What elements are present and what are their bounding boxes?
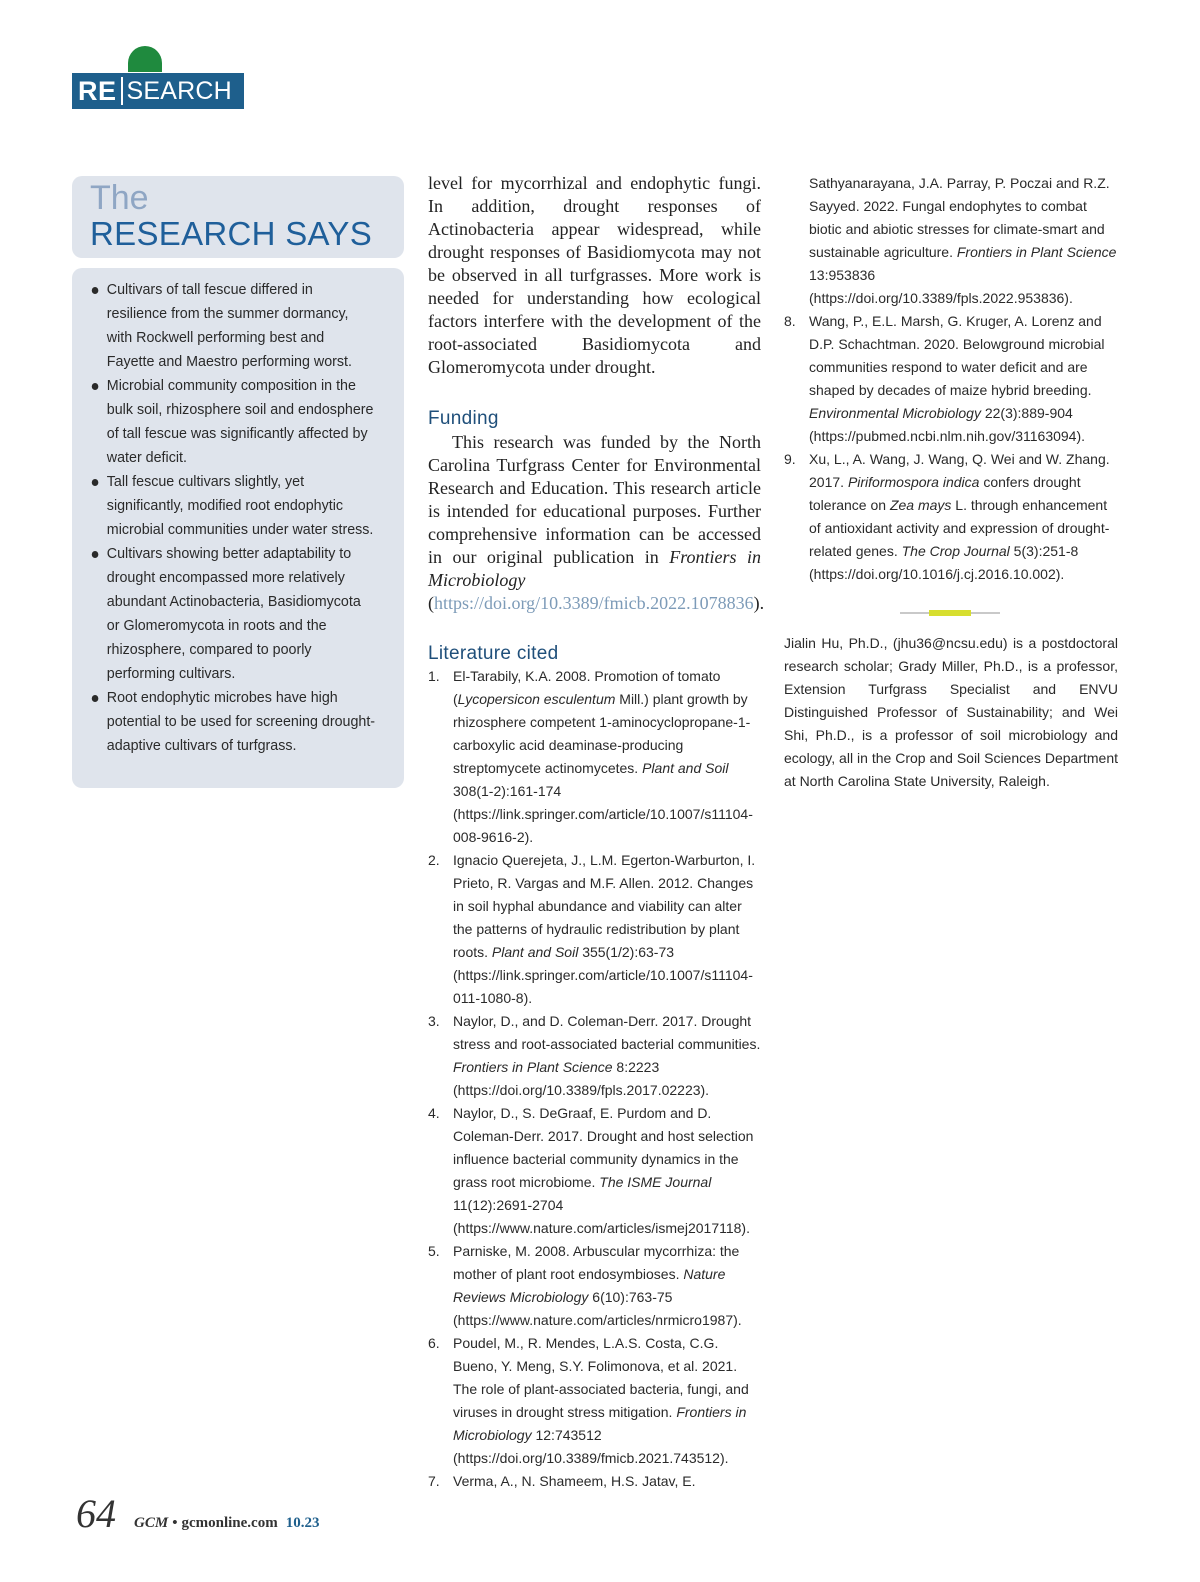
finding-item: Root endophytic microbes have high potential to be used for screening drought-adaptive cultivars of turfgrass. — [88, 686, 376, 758]
reference-list — [428, 665, 761, 1493]
magazine-name: GCM — [134, 1515, 169, 1531]
heading-line1: The — [90, 179, 149, 217]
research-says-box — [72, 268, 404, 788]
section-divider — [900, 612, 1000, 614]
author-bio: Jialin Hu, Ph.D., (jhu36@ncsu.edu) is a postdoctoral research scholar; Grady Miller, Ph.D., is a professor, Extension Turfgrass Specialist and ENVU Distinguished Professor of Sustainability; and Wei Shi, Ph.D., is a professor of soil microbiology and ecology, all in the Crop and Soil Sciences Department at North Carolina State University, Raleigh. — [784, 635, 1118, 789]
finding-item: Cultivars of tall fescue differed in resilience from the summer dormancy, with Rockwell performing best and Fayette and Maestro performing worst. — [88, 278, 376, 374]
reference-item — [428, 1332, 761, 1470]
reference-number: 2. — [428, 852, 440, 868]
page-footer — [76, 1490, 320, 1536]
reference-text: Xu, L., A. Wang, J. Wang, Q. Wei and W. Zhang. 2017. — [809, 451, 1110, 490]
key-findings-list — [88, 278, 394, 758]
reference-text: 8:2223 (https://doi.org/10.3389/fpls.2017.02223). — [453, 1059, 710, 1098]
reference-text: El-Tarabily, K.A. 2008. Promotion of tomato ( — [453, 668, 721, 707]
page-number: 64 — [76, 1491, 116, 1536]
reference-number: 3. — [428, 1013, 440, 1029]
finding-item: Tall fescue cultivars slightly, yet significantly, modified root endophytic microbial communities under water stress. — [88, 470, 376, 542]
reference-item — [428, 1010, 761, 1102]
reference-text: Mill.) plant growth by rhizosphere competent 1-aminocyclopropane-1-carboxylic acid deaminase-producing streptomycete actinomycetes. — [453, 691, 751, 776]
section-logo-re: RE — [78, 75, 117, 106]
reference-number: 9. — [784, 451, 796, 467]
reference-text: Poudel, M., R. Mendes, L.A.S. Costa, C.G. Bueno, Y. Meng, S.Y. Folimonova, et al. 2021. The role of plant-associated bacteria, fungi, and viruses in drought stress mitigation. — [453, 1335, 749, 1420]
reference-text: 355(1/2):63-73 (https://link.springer.com/article/10.1007/s11104-011-1080-8). — [453, 944, 753, 1006]
reference-item — [428, 1240, 761, 1332]
reference-item — [428, 665, 761, 849]
reference-text: Naylor, D., and D. Coleman-Derr. 2017. Drought stress and root-associated bacterial communities. — [453, 1013, 761, 1052]
intro-paragraph: level for mycorrhizal and endophytic fungi. In addition, drought responses of Actinobacteria appear widespread, while drought responses of Basidiomycota may not be observed in all turfgrasses. More work is needed for understanding how ecological factors interfere with the development of the root-associated Basidiomycota and Glomeromycota under drought. — [428, 173, 761, 377]
reference-number: 5. — [428, 1243, 440, 1259]
journal-name: Frontiers in Plant Science — [453, 1059, 613, 1075]
footer-separator: • — [172, 1515, 178, 1531]
reference-item — [428, 1470, 761, 1493]
species-name: Piriformospora indica — [847, 474, 980, 490]
species-name: Zea mays — [889, 497, 952, 513]
journal-name: Nature Reviews Microbiology — [453, 1266, 726, 1305]
section-banner — [72, 73, 244, 109]
reference-continuation — [784, 172, 1120, 310]
finding-item: Cultivars showing better adaptability to drought encompassed more relatively abundant Actinobacteria, Basidiomycota or Glomeromycota in roots and the rhizosphere, compared to poorly performing cultivars. — [88, 542, 376, 686]
reference-text: Sathyanarayana, J.A. Parray, P. Poczai and R.Z. Sayyed. 2022. Fungal endophytes to combat biotic and abiotic stresses for climate-smart and sustainable agriculture. — [809, 175, 1110, 260]
reference-text: 5(3):251-8 (https://doi.org/10.1016/j.cj.2016.10.002). — [809, 543, 1079, 582]
article-column-right — [784, 172, 1120, 586]
journal-name: Frontiers in Plant Science — [956, 244, 1117, 260]
research-says-heading — [72, 176, 404, 258]
literature-heading: Literature cited — [428, 643, 559, 664]
divider-accent — [929, 610, 971, 616]
journal-name: The Crop Journal — [901, 543, 1010, 559]
journal-name: Plant and Soil — [642, 760, 729, 776]
journal-name: Frontiers in Microbiology — [453, 1404, 747, 1443]
reference-number: 4. — [428, 1105, 440, 1121]
species-name: Lycopersicon esculentum — [457, 691, 616, 707]
reference-text: Ignacio Querejeta, J., L.M. Egerton-Warburton, I. Prieto, R. Vargas and M.F. Allen. 2012. Changes in soil hyphal abundance and viability can alter the patterns of hydraulic redistribution by plant roots. — [453, 852, 756, 960]
reference-text: 13:953836 (https://doi.org/10.3389/fpls.2022.953836). — [809, 267, 1073, 306]
reference-text: 308(1-2):161-174 (https://link.springer.com/article/10.1007/s11104-008-9616-2). — [453, 783, 753, 845]
reference-list-continued — [784, 310, 1120, 586]
funding-text: This research was funded by the North Carolina Turfgrass Center for Environmental Research and Education. This research article is intended for educational purposes. Further comprehensive information can be accessed in our original publication in — [428, 432, 761, 567]
heading-line2: RESEARCH SAYS — [90, 215, 373, 252]
funding-close: ). — [753, 593, 765, 613]
funding-open: ( — [428, 593, 434, 613]
reference-text: 22(3):889-904 (https://pubmed.ncbi.nlm.nih.gov/31163094). — [809, 405, 1086, 444]
reference-number: 7. — [428, 1473, 440, 1489]
reference-number: 8. — [784, 313, 796, 329]
reference-item — [428, 849, 761, 1010]
reference-item — [428, 1102, 761, 1240]
publication-link[interactable]: https://doi.org/10.3389/fmicb.2022.1078836 — [434, 593, 754, 613]
reference-text: Parniske, M. 2008. Arbuscular mycorrhiza: the mother of plant root endosymbioses. — [453, 1243, 740, 1282]
issue-date: 10.23 — [285, 1515, 320, 1531]
reference-item — [784, 448, 1120, 586]
section-logo-divider — [121, 77, 123, 105]
funding-journal: Frontiers in Microbiology — [428, 547, 762, 590]
leaf-icon — [128, 46, 162, 72]
website-link[interactable]: gcmonline.com — [181, 1515, 278, 1531]
section-logo-search: SEARCH — [126, 76, 232, 105]
journal-name: Plant and Soil — [491, 944, 579, 960]
finding-item: Microbial community composition in the bulk soil, rhizosphere soil and endosphere of tall fescue was significantly affected by water deficit. — [88, 374, 376, 470]
funding-paragraph — [428, 431, 765, 615]
journal-name: The ISME Journal — [599, 1174, 712, 1190]
reference-text: confers drought tolerance on — [809, 474, 1081, 513]
section-logo — [72, 46, 246, 112]
reference-text: 6(10):763-75 (https://www.nature.com/articles/nrmicro1987). — [453, 1289, 742, 1328]
reference-text: Naylor, D., S. DeGraaf, E. Purdom and D. Coleman-Derr. 2017. Drought and host selection influence bacterial community dynamics in the grass root microbiome. — [453, 1105, 754, 1190]
reference-text: Verma, A., N. Shameem, H.S. Jatav, E. — [453, 1473, 696, 1489]
journal-name: Environmental Microbiology — [809, 405, 981, 421]
reference-text: L. through enhancement of antioxidant activity and expression of drought-related genes. — [809, 497, 1110, 559]
reference-item — [784, 310, 1120, 448]
article-column-middle — [428, 172, 765, 1493]
reference-text: 11(12):2691-2704 (https://www.nature.com/articles/ismej2017118). — [453, 1197, 750, 1236]
reference-number: 1. — [428, 668, 440, 684]
reference-number: 6. — [428, 1335, 440, 1351]
reference-text: Wang, P., E.L. Marsh, G. Kruger, A. Lorenz and D.P. Schachtman. 2020. Belowground microbial communities respond to water deficit and are shaped by decades of maize hybrid breeding. — [809, 313, 1105, 398]
funding-heading: Funding — [428, 408, 499, 429]
reference-text: 12:743512 (https://doi.org/10.3389/fmicb.2021.743512). — [453, 1427, 729, 1466]
